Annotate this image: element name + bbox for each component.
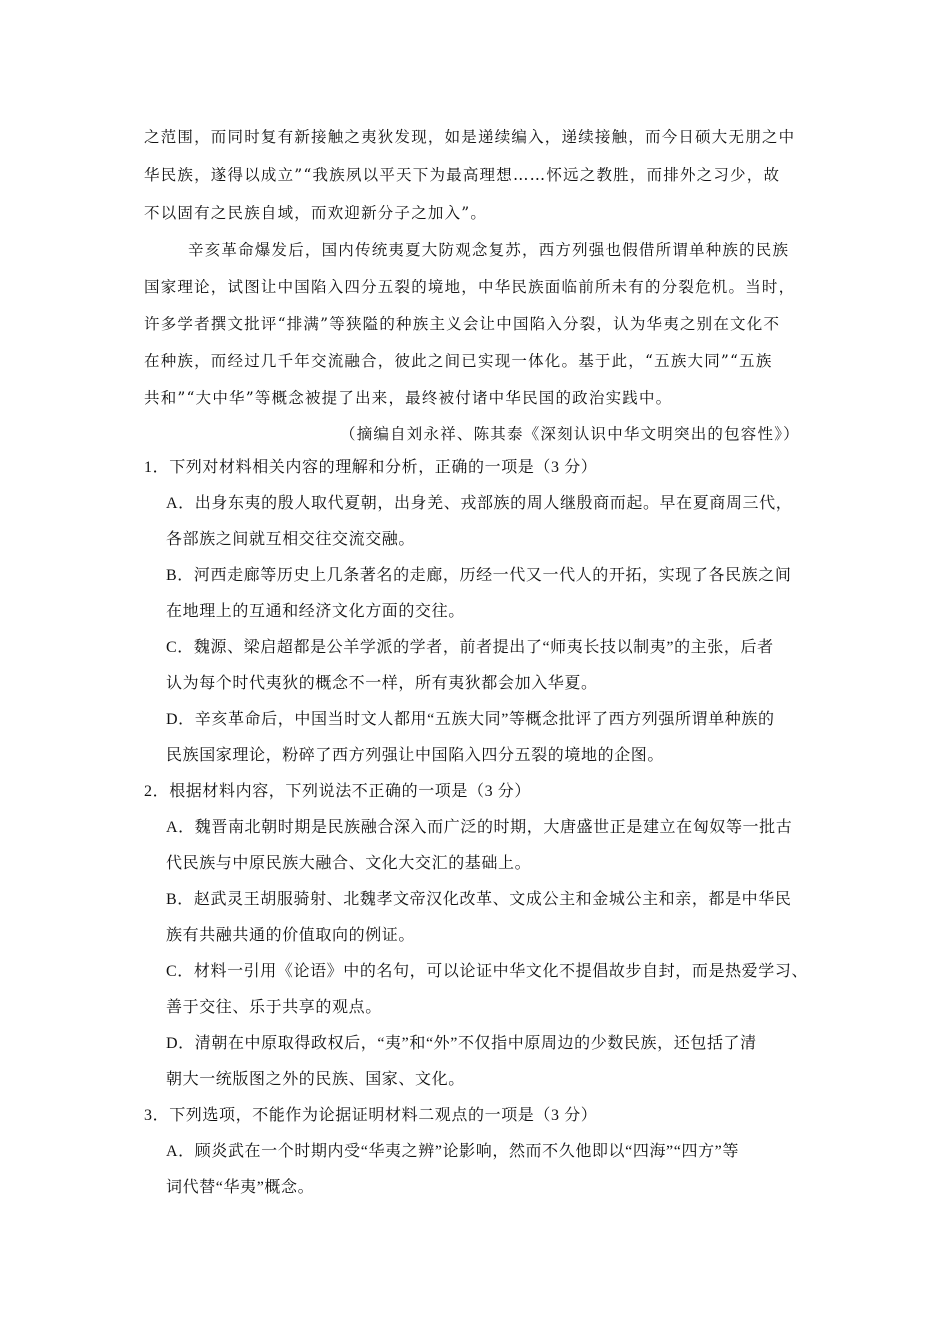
passage-line: 共和”“大中华”等概念被提了出来，最终被付诸中华民国的政治实践中。	[144, 389, 673, 407]
option-line: C．材料一引用《论语》中的名句，可以论证中华文化不提倡故步自封，而是热爱学习、	[166, 963, 809, 980]
option-line: 在地理上的互通和经济文化方面的交往。	[166, 603, 465, 620]
option-line: D．清朝在中原取得政权后，“夷”和“外”不仅指中原周边的少数民族，还包括了清	[166, 1035, 757, 1052]
option-line: B．赵武灵王胡服骑射、北魏孝文帝汉化改革、文成公主和金城公主和亲，都是中华民	[166, 891, 792, 908]
question-stem: 2．根据材料内容，下列说法不正确的一项是（3 分）	[144, 783, 532, 800]
passage-line: 辛亥革命爆发后，国内传统夷夏大防观念复苏，西方列强也假借所谓单种族的民族	[188, 241, 790, 259]
passage-line: 国家理论，试图让中国陷入四分五裂的境地，中华民族面临前所未有的分裂危机。当时，	[144, 278, 796, 296]
question-stem: 3．下列选项，不能作为论据证明材料二观点的一项是（3 分）	[144, 1107, 598, 1124]
option-line: B．河西走廊等历史上几条著名的走廊，历经一代又一代人的开拓，实现了各民族之间	[166, 567, 792, 584]
option-line: D．辛亥革命后，中国当时文人都用“五族大同”等概念批评了西方列强所谓单种族的	[166, 711, 775, 728]
option-line: A．魏晋南北朝时期是民族融合深入而广泛的时期，大唐盛世正是建立在匈奴等一批古	[166, 819, 793, 836]
passage-line: 不以固有之民族自域，而欢迎新分子之加入”。	[144, 204, 488, 222]
option-line: C．魏源、梁启超都是公羊学派的学者，前者提出了“师夷长技以制夷”的主张，后者	[166, 639, 774, 656]
option-line: 民族国家理论，粉碎了西方列强让中国陷入四分五裂的境地的企图。	[166, 747, 665, 764]
passage-line: 许多学者撰文批评“排满”等狭隘的种族主义会让中国陷入分裂，认为华夷之别在文化不	[144, 315, 781, 333]
passage-line: 华民族，遂得以成立”“我族夙以平天下为最高理想……怀远之教胜，而排外之习少，故	[144, 166, 781, 184]
question-stem: 1．下列对材料相关内容的理解和分析，正确的一项是（3 分）	[144, 459, 598, 476]
option-line: 代民族与中原民族大融合、文化大交汇的基础上。	[166, 855, 532, 872]
option-line: A．出身东夷的殷人取代夏朝，出身羌、戎部族的周人继殷商而起。早在夏商周三代，	[166, 495, 793, 512]
option-line: 朝大一统版图之外的民族、国家、文化。	[166, 1071, 465, 1088]
passage-line: 在种族，而经过几千年交流融合，彼此之间已实现一体化。基于此，“五族大同”“五族	[144, 352, 773, 370]
option-line: A．顾炎武在一个时期内受“华夷之辨”论影响，然而不久他即以“四海”“四方”等	[166, 1143, 739, 1160]
passage-line: 之范围，而同时复有新接触之夷狄发现，如是递续编入，递续接触，而今日硕大无朋之中	[144, 128, 796, 146]
option-line: 认为每个时代夷狄的概念不一样，所有夷狄都会加入华夏。	[166, 675, 598, 692]
option-line: 善于交往、乐于共享的观点。	[166, 999, 382, 1016]
passage-source: （摘编自刘永祥、陈其泰《深刻认识中华文明突出的包容性》）	[340, 425, 800, 443]
option-line: 族有共融共通的价值取向的例证。	[166, 927, 416, 944]
option-line: 词代替“华夷”概念。	[166, 1179, 315, 1196]
option-line: 各部族之间就互相交往交流交融。	[166, 531, 416, 548]
